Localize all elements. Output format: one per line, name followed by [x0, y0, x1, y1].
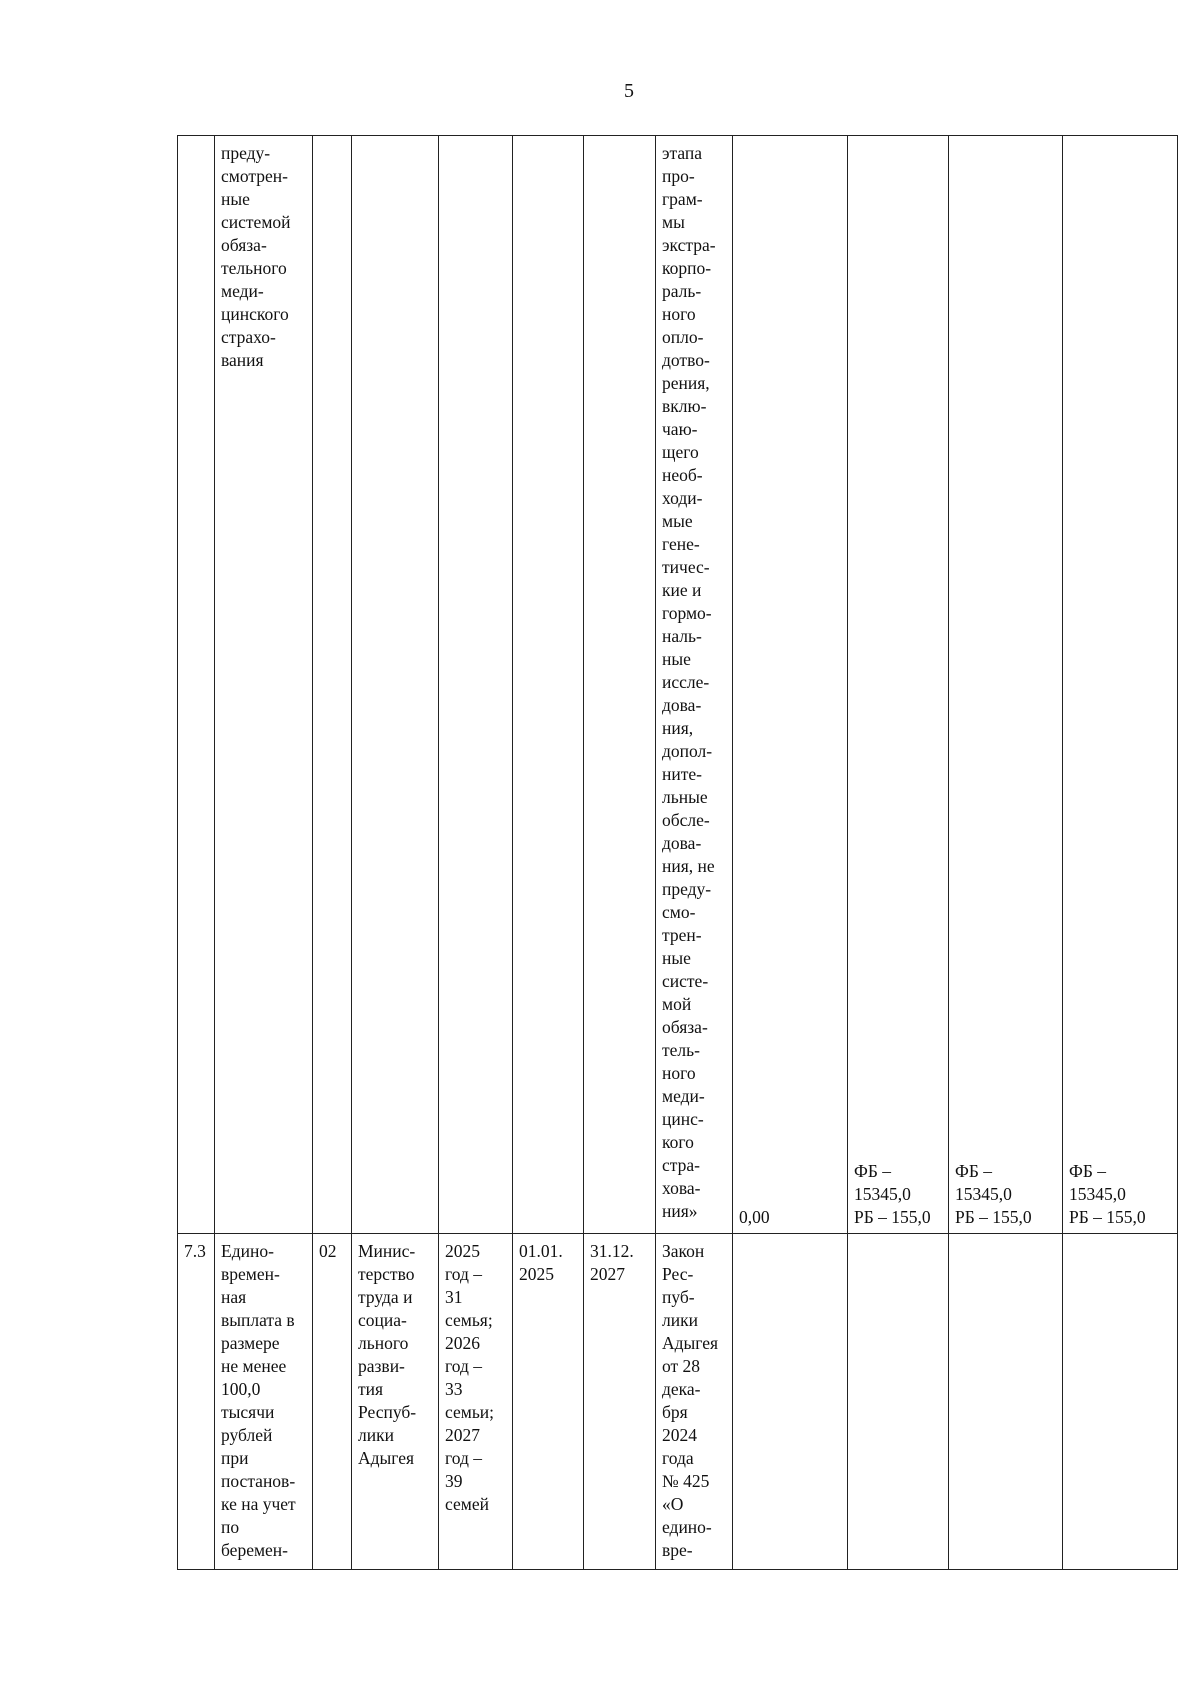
cell-year-2026 — [949, 1234, 1063, 1570]
cell-year-2027: ФБ – 15345,0 РБ – 155,0 — [1063, 136, 1178, 1234]
cell-end-date: 31.12. 2027 — [584, 1234, 656, 1570]
cell-measure: преду- смотрен- ные системой обяза- тельного меди- цинского страхо- вания — [215, 136, 313, 1234]
cell-code: 02 — [313, 1234, 352, 1570]
cell-indicator — [439, 136, 513, 1234]
cell-start-date: 01.01. 2025 — [513, 1234, 584, 1570]
cell-funding: 0,00 — [733, 136, 848, 1234]
cell-executor: Минис- терство труда и социа- льного разви- тия Респуб- лики Адыгея — [352, 1234, 439, 1570]
cell-basis: Закон Рес- пуб- лики Адыгея от 28 дека- бря 2024 года № 425 «О едино- вре- — [656, 1234, 733, 1570]
cell-number — [178, 136, 215, 1234]
measures-table — [177, 135, 1178, 1570]
cell-year-2025: ФБ – 15345,0 РБ – 155,0 — [848, 136, 949, 1234]
cell-funding — [733, 1234, 848, 1570]
cell-year-2027 — [1063, 1234, 1178, 1570]
cell-measure: Едино- времен- ная выплата в размере не менее 100,0 тысячи рублей при постанов- ке на учет по беремен- — [215, 1234, 313, 1570]
cell-executor — [352, 136, 439, 1234]
cell-end-date — [584, 136, 656, 1234]
cell-year-2025 — [848, 1234, 949, 1570]
cell-indicator: 2025 год – 31 семья; 2026 год – 33 семьи; 2027 год – 39 семей — [439, 1234, 513, 1570]
table-row — [178, 136, 1178, 1234]
cell-number: 7.3 — [178, 1234, 215, 1570]
cell-code — [313, 136, 352, 1234]
table-row — [178, 1234, 1178, 1570]
cell-start-date — [513, 136, 584, 1234]
cell-year-2026: ФБ – 15345,0 РБ – 155,0 — [949, 136, 1063, 1234]
cell-basis: этапа про- грам- мы экстра- корпо- раль- ного оплo- дотво- рения, вклю- чаю- щего необ- ходи- мые гене- тичес- кие и гормо- наль- ные иссле- дова- ния, допол- ните- льные обсле- дова- ния, не преду- смо- трен- ные систе- мой обяза- тель- ного меди- цинс- кого стра- хова- ния» — [656, 136, 733, 1234]
page-number: 5 — [624, 80, 634, 102]
